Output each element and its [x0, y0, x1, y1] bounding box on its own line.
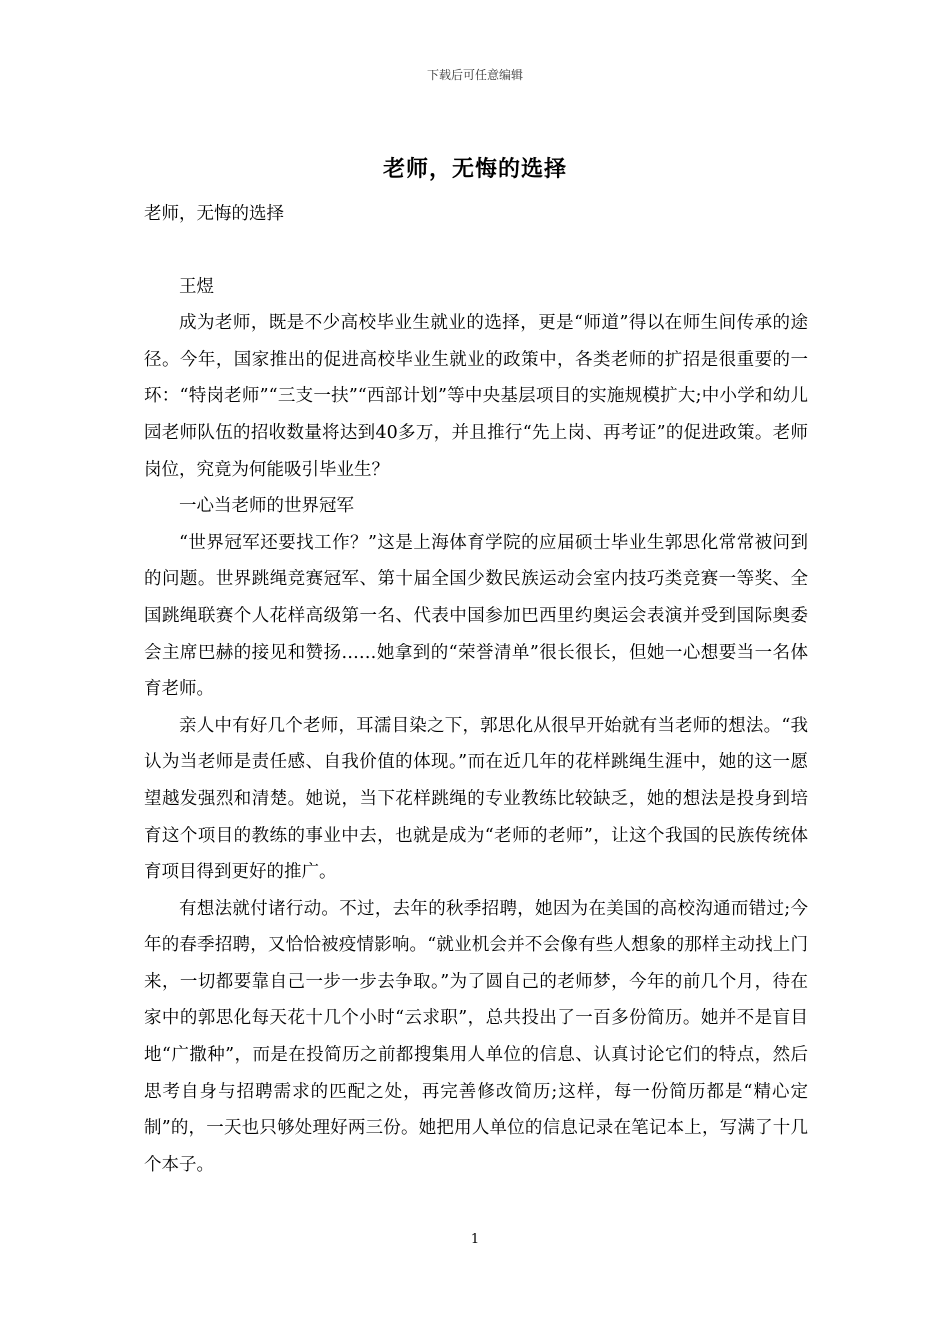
- author-name: 王煜: [179, 276, 214, 297]
- paragraph: 亲人中有好几个老师，耳濡目染之下，郭思化从很早开始就有当老师的想法。“我认为当老师是责任感、自我价值的体现。”而在近几年的花样跳绳生涯中，她的这一愿望越发强烈和清楚。她说，当下花样跳绳的专业教练比较缺乏，她的想法是投身到培育这个项目的教练的事业中去，也就是成为“老师的老师”，让这个我国的民族传统体育项目得到更好的推广。: [144, 715, 808, 883]
- paragraph: 有想法就付诸行动。不过，去年的秋季招聘，她因为在美国的高校沟通而错过;今年的春季招聘，又恰恰被疫情影响。“就业机会并不会像有些人想象的那样主动找上门来，一切都要靠自己一步一步去争取。”为了圆自己的老师梦，今年的前几个月，待在家中的郭思化每天花十几个小时“云求职”，总共投出了一百多份简历。她并不是盲目地“广撒种”，而是在投简历之前都搜集用人单位的信息、认真讨论它们的特点，然后思考自身与招聘需求的匹配之处，再完善修改简历;这样，每一份简历都是“精心定制”的，一天也只够处理好两三份。她把用人单位的信息记录在笔记本上，写满了十几个本子。: [144, 898, 808, 1175]
- paragraph: 成为老师，既是不少高校毕业生就业的选择，更是“师道”得以在师生间传承的途径。今年，国家推出的促进高校毕业生就业的政策中，各类老师的扩招是很重要的一环：“特岗老师”“三支一扶”“西部计划”等中央基层项目的实施规模扩大;中小学和幼儿园老师队伍的招收数量将达到40多万，并且推行“先上岗、再考证”的促进政策。老师岗位，究竟为何能吸引毕业生？: [144, 313, 808, 480]
- paragraph: “世界冠军还要找工作？”这是上海体育学院的应届硕士毕业生郭思化常常被问到的问题。世界跳绳竞赛冠军、第十届全国少数民族运动会室内技巧类竞赛一等奖、全国跳绳联赛个人花样高级第一名、代表中国参加巴西里约奥运会表演并受到国际奥委会主席巴赫的接见和赞扬……她拿到的“荣誉清单”很长很长，但她一心想要当一名体育老师。: [144, 532, 808, 700]
- page-number: 1: [470, 1232, 480, 1247]
- section-heading: 一心当老师的世界冠军: [179, 496, 354, 517]
- header-note: 下载后可任意编辑: [426, 68, 523, 82]
- document-subtitle: 老师，无悔的选择: [144, 204, 284, 224]
- document-body: [144, 196, 808, 1183]
- document-title: 老师，无悔的选择: [382, 156, 567, 182]
